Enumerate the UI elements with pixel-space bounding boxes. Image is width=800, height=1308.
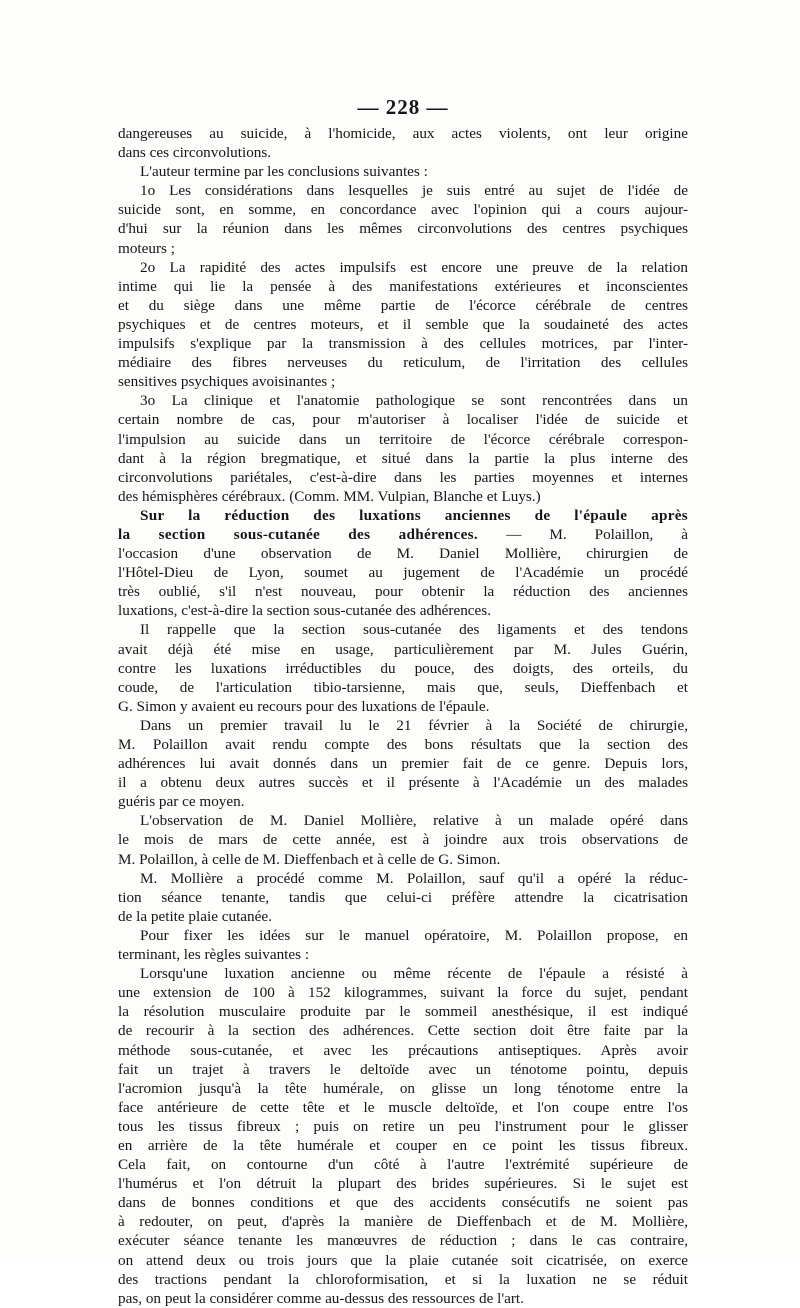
text-line: intime qui lie la pensée à des manifestations extérieures et inconscientes — [118, 277, 688, 295]
text-lines — [118, 124, 688, 1308]
text-line: L'auteur termine par les conclusions suivantes : — [140, 163, 428, 181]
text-line: il a obtenu deux autres succès et il présente à l'Académie un des malades — [118, 774, 688, 792]
text-line: l'impulsion au suicide dans un territoire de l'écorce cérébrale correspon- — [118, 430, 688, 448]
text-line: M. Mollière a procédé comme M. Polaillon, sauf qu'il a opéré la réduc- — [140, 869, 688, 887]
text-line: tous les tissus fibreux ; puis on retire un peu l'instrument pour le glisser — [118, 1117, 688, 1135]
text-line: très oublié, s'il n'est nouveau, pour obtenir la réduction des anciennes — [118, 583, 688, 601]
text-line: l'Hôtel-Dieu de Lyon, soumet au jugement de l'Académie un procédé — [118, 564, 688, 582]
text-line: pas, on peut la considérer comme au-dessus des ressources de l'art. — [118, 1289, 524, 1307]
text-line: 1o Les considérations dans lesquelles je suis entré au sujet de l'idée de — [140, 182, 688, 200]
text-line: impulsifs s'explique par la transmission à des cellules motrices, par l'inter- — [118, 335, 688, 353]
text-line: moteurs ; — [118, 239, 175, 257]
text-line: Il rappelle que la section sous-cutanée des ligaments et des tendons — [140, 621, 688, 639]
article-body — [118, 96, 688, 1308]
text-line: Sur la réduction des luxations anciennes de l'épaule après — [140, 506, 688, 524]
text-line: Pour fixer les idées sur le manuel opératoire, M. Polaillon propose, en — [140, 926, 688, 944]
text-line: de recourir à la section des adhérences. Cette section doit être faite par la — [118, 1022, 688, 1040]
text-line: adhérences lui avait donnés dans un premier fait de ce genre. Depuis lors, — [118, 755, 688, 773]
text-line: face antérieure de cette tête et le muscle deltoïde, et l'on coupe entre l'os — [118, 1098, 688, 1116]
text-line: l'occasion d'une observation de M. Daniel Mollière, chirurgien de — [118, 545, 688, 563]
text-line: luxations, c'est-à-dire la section sous-cutanée des adhérences. — [118, 602, 491, 620]
text-line: sensitives psychiques avoisinantes ; — [118, 373, 336, 391]
text-line: L'observation de M. Daniel Mollière, relative à un malade opéré dans — [140, 812, 688, 830]
text-line: en arrière de la tête humérale et couper en ce point les tissus fibreux. — [118, 1136, 688, 1154]
text-line: contre les luxations irréductibles du pouce, des doigts, des orteils, du — [118, 659, 688, 677]
text-line: le mois de mars de cette année, est à joindre aux trois observations de — [118, 831, 688, 849]
text-line: M. Polaillon, à celle de M. Dieffenbach et à celle de G. Simon. — [118, 850, 501, 868]
text-line: une extension de 100 à 152 kilogrammes, suivant la force du sujet, pendant — [118, 984, 688, 1002]
text-line: circonvolutions pariétales, c'est-à-dire dans les parties moyennes et internes — [118, 468, 688, 486]
text-line: des tractions pendant la chloroformisation, et si la luxation ne se réduit — [118, 1270, 688, 1288]
text-line: guéris par ce moyen. — [118, 793, 245, 811]
text-line: méthode sous-cutanée, et avec les précautions antiseptiques. Après avoir — [118, 1041, 688, 1059]
text-line: dangereuses au suicide, à l'homicide, aux actes violents, ont leur origine — [118, 125, 688, 142]
text-line: G. Simon y avaient eu recours pour des luxations de l'épaule. — [118, 697, 490, 715]
text-line: exécuter séance tenante les manœuvres de réduction ; dans le cas contraire, — [118, 1232, 688, 1250]
text-line: dans de bonnes conditions et que des accidents consécutifs ne soient pas — [118, 1194, 688, 1212]
text-line: la résolution musculaire produite par le sommeil anesthésique, il est indiqué — [118, 1003, 688, 1021]
text-line: Lorsqu'une luxation ancienne ou même récente de l'épaule a résisté à — [140, 965, 688, 983]
text-line: de la petite plaie cutanée. — [118, 907, 272, 925]
text-line: dans ces circonvolutions. — [118, 144, 272, 162]
text-line: des hémisphères cérébraux. (Comm. MM. Vulpian, Blanche et Luys.) — [118, 487, 541, 505]
text-line: d'hui sur la réunion dans les mêmes circonvolutions des centres psychiques — [118, 220, 688, 238]
text-line: terminant, les règles suivantes : — [118, 946, 310, 964]
text-line: psychiques et de centres moteurs, et il semble que la soudaineté des actes — [118, 315, 688, 333]
text-line: suicide sont, en somme, en concordance avec l'opinion qui a cours aujour- — [118, 201, 688, 219]
text-line: l'acromion jusqu'à la tête humérale, on glisse un long ténotome entre la — [118, 1079, 688, 1097]
text-line: fait un trajet à travers le deltoïde avec un ténotome pointu, depuis — [118, 1060, 688, 1078]
text-line: 3o La clinique et l'anatomie pathologique se sont rencontrées dans un — [140, 392, 688, 410]
text-line: tion séance tenante, tandis que celui-ci préfère attendre la cicatrisation — [118, 888, 688, 906]
text-line: M. Polaillon avait rendu compte des bons résultats que la section des — [118, 736, 688, 753]
text-line: l'humérus et l'on détruit la plupart des brides supérieures. Si le sujet est — [118, 1175, 688, 1193]
text-line: médiaire des fibres nerveuses du reticulum, de l'irritation des cellules — [118, 354, 688, 372]
text-line: à redouter, on peut, d'après la manière de Dieffenbach et de M. Mollière, — [118, 1213, 688, 1231]
text-line: la section sous-cutanée des adhérences. — M. Polaillon, à — [118, 525, 688, 543]
text-line: coude, de l'articulation tibio-tarsienne, mais que, seuls, Dieffenbach et — [118, 678, 688, 696]
text-line: 2o La rapidité des actes impulsifs est encore une preuve de la relation — [140, 258, 688, 276]
text-line: certain nombre de cas, pour m'autoriser à localiser l'idée de suicide et — [118, 411, 688, 429]
text-line: Cela fait, on contourne d'un côté à l'autre l'extrémité supérieure de — [118, 1156, 688, 1174]
text-line: avait déjà été mise en usage, particulièrement par M. Jules Guérin, — [118, 640, 688, 658]
text-line: on attend deux ou trois jours que la plaie cutanée soit cicatrisée, on exerce — [118, 1251, 688, 1269]
text-line: et du siège dans une même partie de l'écorce cérébrale de centres — [118, 296, 688, 314]
page-number: — 228 — — [357, 95, 449, 119]
text-line: Dans un premier travail lu le 21 février à la Société de chirurgie, — [140, 716, 688, 734]
text-line: dant à la région bregmatique, et situé dans la partie la plus interne des — [118, 449, 688, 467]
